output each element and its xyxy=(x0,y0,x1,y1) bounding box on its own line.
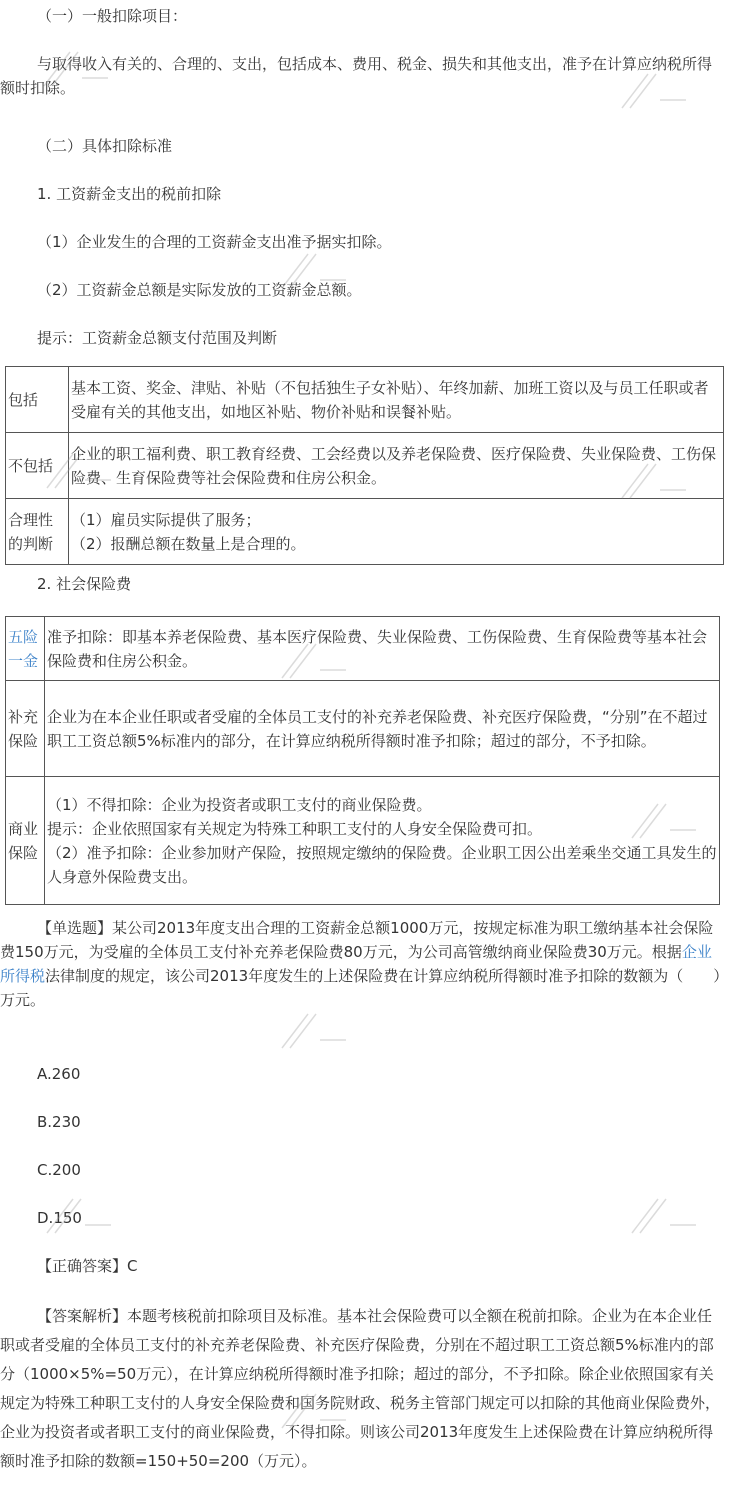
specific-title: （二）具体扣除标准 xyxy=(37,137,173,155)
row-content-commercial xyxy=(45,777,720,905)
row-label-reasonable: 合理性的判断 xyxy=(6,499,69,565)
watermark-icon xyxy=(42,48,112,88)
wage-title: 1. 工资薪金支出的税前扣除 xyxy=(37,185,222,203)
wage-item-1: （1）企业发生的合理的工资薪金支出准予据实扣除。 xyxy=(37,233,392,251)
row-label-commercial: 商业保险 xyxy=(6,777,45,905)
watermark-icon xyxy=(630,800,700,840)
option-b[interactable]: B.230 xyxy=(37,1113,81,1131)
correct-answer: 【正确答案】C xyxy=(37,1257,138,1275)
table-row xyxy=(6,617,720,681)
question-stem xyxy=(0,916,729,1012)
question-suffix: 法律制度的规定，该公司2013年度发生的上述保险费在计算应纳税所得额时准予扣除的数额为（ ）万元。 xyxy=(0,967,721,1009)
row-content-include: 基本工资、奖金、津贴、补贴（不包括独生子女补贴）、年终加薪、加班工资以及与员工任职或者受雇有关的其他支出，如地区补贴、物价补贴和误餐补贴。 xyxy=(69,367,724,433)
commercial-tip: 提示：企业依照国家有关规定为特殊工种职工支付的人身安全保险费可扣。 xyxy=(47,819,543,838)
table-row xyxy=(6,681,720,777)
question-prefix: 【单选题】某公司2013年度支出合理的工资薪金总额1000万元，按规定标准为职工缴纳基本社会保险费150万元，为受雇的全体员工支付补充养老保险费80万元，为公司高管缴纳商业保险费30万元。根据 xyxy=(0,919,714,961)
row-label-exclude: 不包括 xyxy=(6,433,69,499)
row-content-reasonable xyxy=(69,499,724,565)
row-label-include: 包括 xyxy=(6,367,69,433)
table-row xyxy=(6,777,720,905)
answer-analysis: 【答案解析】本题考核税前扣除项目及标准。基本社会保险费可以全额在税前扣除。企业为在本企业任职或者受雇的全体员工支付的补充养老保险费、补充医疗保险费，分别在不超过职工工资总额5%标准内的部分（1000×5%=50万元），在计算应纳税所得额时准予扣除；超过的部分，不予扣除。除企业依照国家有关规定为特殊工种职工支付的人身安全保险费和国务院财政、税务主管部门规定可以扣除的其他商业保险费外，企业为投资者或者职工支付的商业保险费，不得扣除。则该公司2013年度发生上述保险费在计算应纳税所得额时准予扣除的数额=150+50=200（万元）。 xyxy=(0,1307,721,1470)
row-label-five-insurances: 五险一金 xyxy=(6,617,45,681)
reasonable-point-1: （1）雇员实际提供了服务； xyxy=(71,510,261,529)
watermark-icon xyxy=(280,640,350,680)
watermark-icon xyxy=(45,1195,115,1235)
watermark-icon xyxy=(630,1195,700,1235)
row-content-exclude: 企业的职工福利费、职工教育经费、工会经费以及养老保险费、医疗保险费、失业保险费、工伤保险费、生育保险费等社会保险费和住房公积金。 xyxy=(69,433,724,499)
watermark-icon xyxy=(280,1010,350,1050)
table-row xyxy=(6,499,724,565)
row-content-supplementary: 企业为在本企业任职或者受雇的全体员工支付的补充养老保险费、补充医疗保险费，“分别”在不超过职工工资总额5%标准内的部分，在计算应纳税所得额时准予扣除；超过的部分，不予扣除。 xyxy=(45,681,720,777)
commercial-point-1: （1）不得扣除：企业为投资者或职工支付的商业保险费。 xyxy=(47,795,432,814)
watermark-icon xyxy=(620,460,690,500)
social-insurance-table xyxy=(5,616,720,905)
tip-text: 提示：工资薪金总额支付范围及判断 xyxy=(37,329,278,347)
row-content-five-insurances: 准予扣除：即基本养老保险费、基本医疗保险费、失业保险费、工伤保险费、生育保险费等基本社会保险费和住房公积金。 xyxy=(45,617,720,681)
option-a[interactable]: A.260 xyxy=(37,1065,81,1083)
option-c[interactable]: C.200 xyxy=(37,1161,81,1179)
watermark-icon xyxy=(280,250,350,290)
reasonable-point-2: （2）报酬总额在数量上是合理的。 xyxy=(71,534,306,553)
watermark-icon xyxy=(45,450,115,490)
watermark-icon xyxy=(280,1390,350,1430)
watermark-icon xyxy=(620,70,690,110)
commercial-point-2: （2）准予扣除：企业参加财产保险，按照规定缴纳的保险费。企业职工因公出差乘坐交通工具发生的人身意外保险费支出。 xyxy=(47,843,717,886)
law-link[interactable]: 企业所得税 xyxy=(0,943,712,985)
general-text: 与取得收入有关的、合理的、支出，包括成本、费用、税金、损失和其他支出，准予在计算应纳税所得额时扣除。 xyxy=(0,55,713,97)
social-title: 2. 社会保险费 xyxy=(37,575,132,593)
general-title: （一）一般扣除项目： xyxy=(37,7,188,25)
wage-item-2: （2）工资薪金总额是实际发放的工资薪金总额。 xyxy=(37,281,362,299)
row-label-supplementary: 补充保险 xyxy=(6,681,45,777)
option-d[interactable]: D.150 xyxy=(37,1209,82,1227)
table-row xyxy=(6,367,724,433)
